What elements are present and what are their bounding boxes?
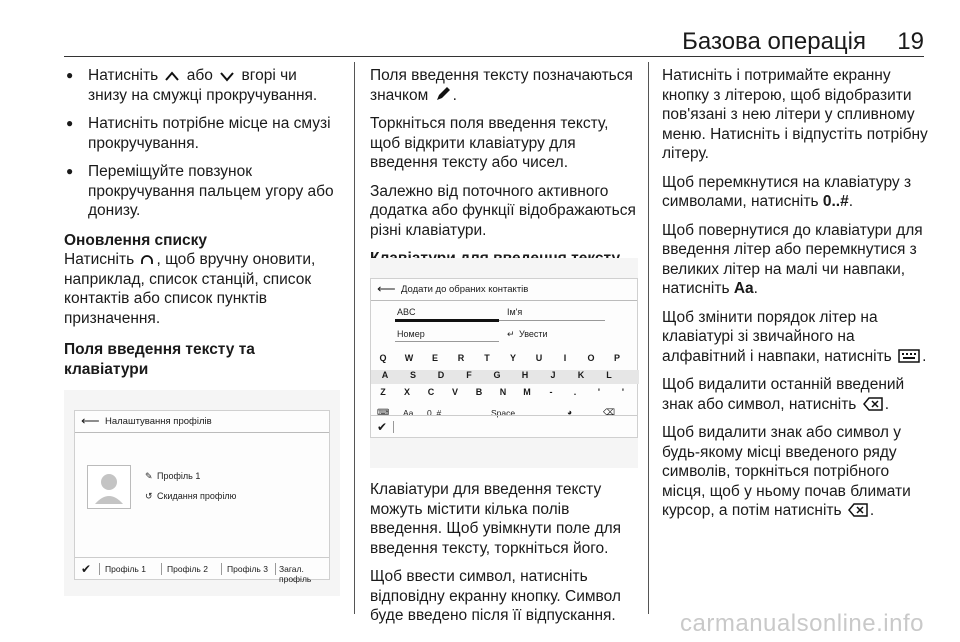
key: K (577, 370, 585, 380)
check-icon: ✔ (81, 562, 92, 576)
number-field: Номер (397, 329, 425, 339)
bullet-item: ● Натисніть потрібне місце на смузі прокручування. (64, 114, 340, 153)
key: . (573, 387, 577, 397)
backspace-icon: ⌫ (603, 407, 616, 417)
keyboard-row-1 (371, 353, 639, 367)
separator (161, 563, 162, 575)
bullet-item: ● Натисніть або вгорі чи знизу на смужці прокручування. (64, 66, 340, 105)
separator (99, 563, 100, 575)
reset-profile-label: Скидання профілю (157, 491, 237, 501)
key: C (427, 387, 435, 397)
backspace-icon (848, 503, 868, 517)
enter-label: Увести (519, 329, 548, 339)
profile-settings-screenshot (64, 390, 340, 596)
keyboard-layout-icon: ⌨ (377, 407, 390, 417)
column-divider (354, 62, 355, 614)
key: X (403, 387, 410, 397)
key: M (523, 387, 531, 397)
tab-general-profile: Загал. профіль (279, 564, 312, 584)
page-title: Базова операція (682, 28, 866, 55)
key: I (563, 353, 567, 363)
case-key-label: Aa (733, 280, 754, 297)
key: R (457, 353, 465, 363)
key: U (535, 353, 543, 363)
profile-name: Профіль 1 (157, 471, 201, 481)
profile-tab-bar (75, 557, 329, 584)
name-field: Ім'я (507, 307, 523, 317)
screen-title-bar: ⟵ Налаштування профілів (75, 411, 329, 433)
key: ' (597, 387, 601, 397)
chevron-up-icon (164, 70, 180, 82)
column-2-lower (370, 480, 638, 635)
pencil-icon: ✎ (145, 471, 153, 481)
key: J (550, 370, 556, 380)
key: P (613, 353, 620, 363)
key: G (493, 370, 501, 380)
case-key: Aa (403, 408, 414, 418)
symbols-key-label: 0..# (822, 193, 849, 210)
keyboard-row-3 (371, 387, 639, 401)
back-arrow-icon: ⟵ (377, 281, 396, 296)
tab-profile-2: Профіль 2 (167, 564, 208, 574)
separator (393, 421, 394, 433)
chevron-down-icon (219, 70, 235, 82)
key: N (499, 387, 507, 397)
page-number: 19 (897, 28, 924, 55)
paragraph: Натисніть і потримайте екранну кнопку з літерою, щоб відобразити пов'язані з нею літери у спливному меню. Натисніть і відпустіть потрібну літеру. (662, 67, 928, 162)
avatar (87, 465, 131, 509)
space-key: Space (491, 408, 516, 418)
paragraph: Щоб видалити знак або символ у будь-якому місці введеного ряду символів, торкніться потрібного місця, щоб у ньому почав блимати курсор, а потім натисніть . (662, 424, 911, 519)
key: Q (379, 353, 387, 363)
paragraph: Клавіатури для введення тексту можуть містити кілька полів введення. Щоб увімкнути поле для введення тексту, торкніться його. (370, 481, 622, 557)
keyboard-row-2 (371, 370, 639, 384)
tab-profile-1: Профіль 1 (105, 564, 146, 574)
pencil-icon (435, 86, 451, 102)
key: ' (621, 387, 625, 397)
keyboard-screenshot (370, 258, 638, 468)
key: T (484, 353, 490, 363)
column-divider (648, 62, 649, 614)
paragraph: Натисніть , щоб вручну оновити, наприклад, список станцій, список контактів або список пунктів призначення. (64, 251, 316, 327)
paragraph: Залежно від поточного активного додатка або функції відображаються різні клавіатури. (370, 182, 636, 239)
header-rule (64, 56, 924, 57)
column-1 (64, 66, 340, 379)
key: Z (380, 387, 386, 397)
paragraph: Щоб змінити порядок літер на клавіатурі зі звичайного на алфавітний і навпаки, натисніть . (662, 308, 927, 365)
key: V (451, 387, 458, 397)
column-3 (662, 66, 932, 530)
key: B (475, 387, 483, 397)
key: E (431, 353, 438, 363)
active-field-underline (395, 319, 499, 322)
column-2 (370, 66, 638, 269)
enter-icon: ↵ (507, 329, 515, 339)
paragraph: Щоб повернутися до клавіатури для введення літер або перемкнутися з великих літер на малі чи навпаки, натисніть Aa. (662, 221, 923, 297)
back-arrow-icon: ⟵ (81, 413, 100, 428)
key: O (587, 353, 595, 363)
key: Y (509, 353, 516, 363)
section-heading: Поля введення тексту та клавіатури (64, 341, 255, 378)
screen-panel (74, 410, 330, 584)
paragraph: Щоб видалити останній введений знак або символ, натисніть . (662, 376, 905, 413)
screen-title-bar: ⟵ Додати до обраних контактів (371, 279, 637, 301)
page-header (0, 0, 960, 56)
key: - (549, 387, 553, 397)
section-heading: Оновлення списку (64, 231, 208, 249)
paragraph: Поля введення тексту позначаються значком . (370, 67, 633, 104)
paragraph: Щоб перемкнутися на клавіатуру з символами, натисніть 0..#. (662, 173, 912, 210)
voice-icon: ◕ (567, 407, 573, 417)
key: A (381, 370, 389, 380)
field-underline (395, 341, 499, 342)
paragraph: Торкніться поля введення тексту, щоб відкрити клавіатуру для введення тексту або чисел. (370, 115, 609, 171)
keyboard-layout-icon (898, 349, 920, 363)
paragraph: Щоб ввести символ, натисніть відповідну екранну кнопку. Символ буде введено після її відпускання. (370, 568, 621, 624)
key: F (466, 370, 472, 380)
tab-profile-3: Профіль 3 (227, 564, 268, 574)
separator (221, 563, 222, 575)
key: S (409, 370, 416, 380)
screen-panel (370, 278, 638, 438)
text-field-abc: ABC (397, 307, 416, 317)
field-underline (499, 320, 605, 321)
refresh-icon (140, 252, 154, 266)
bullet-item: ● Переміщуйте повзунок прокручування пальцем угору або донизу. (64, 162, 340, 221)
watermark: carmanualsonline.info (680, 610, 924, 637)
reset-icon: ↺ (145, 491, 153, 501)
key: L (606, 370, 612, 380)
separator (275, 563, 276, 575)
confirm-bar (371, 415, 637, 437)
symbols-key: 0..# (427, 408, 442, 418)
key: H (521, 370, 529, 380)
check-icon: ✔ (377, 420, 388, 434)
backspace-icon (863, 397, 883, 411)
key: D (437, 370, 445, 380)
key: W (404, 353, 414, 363)
